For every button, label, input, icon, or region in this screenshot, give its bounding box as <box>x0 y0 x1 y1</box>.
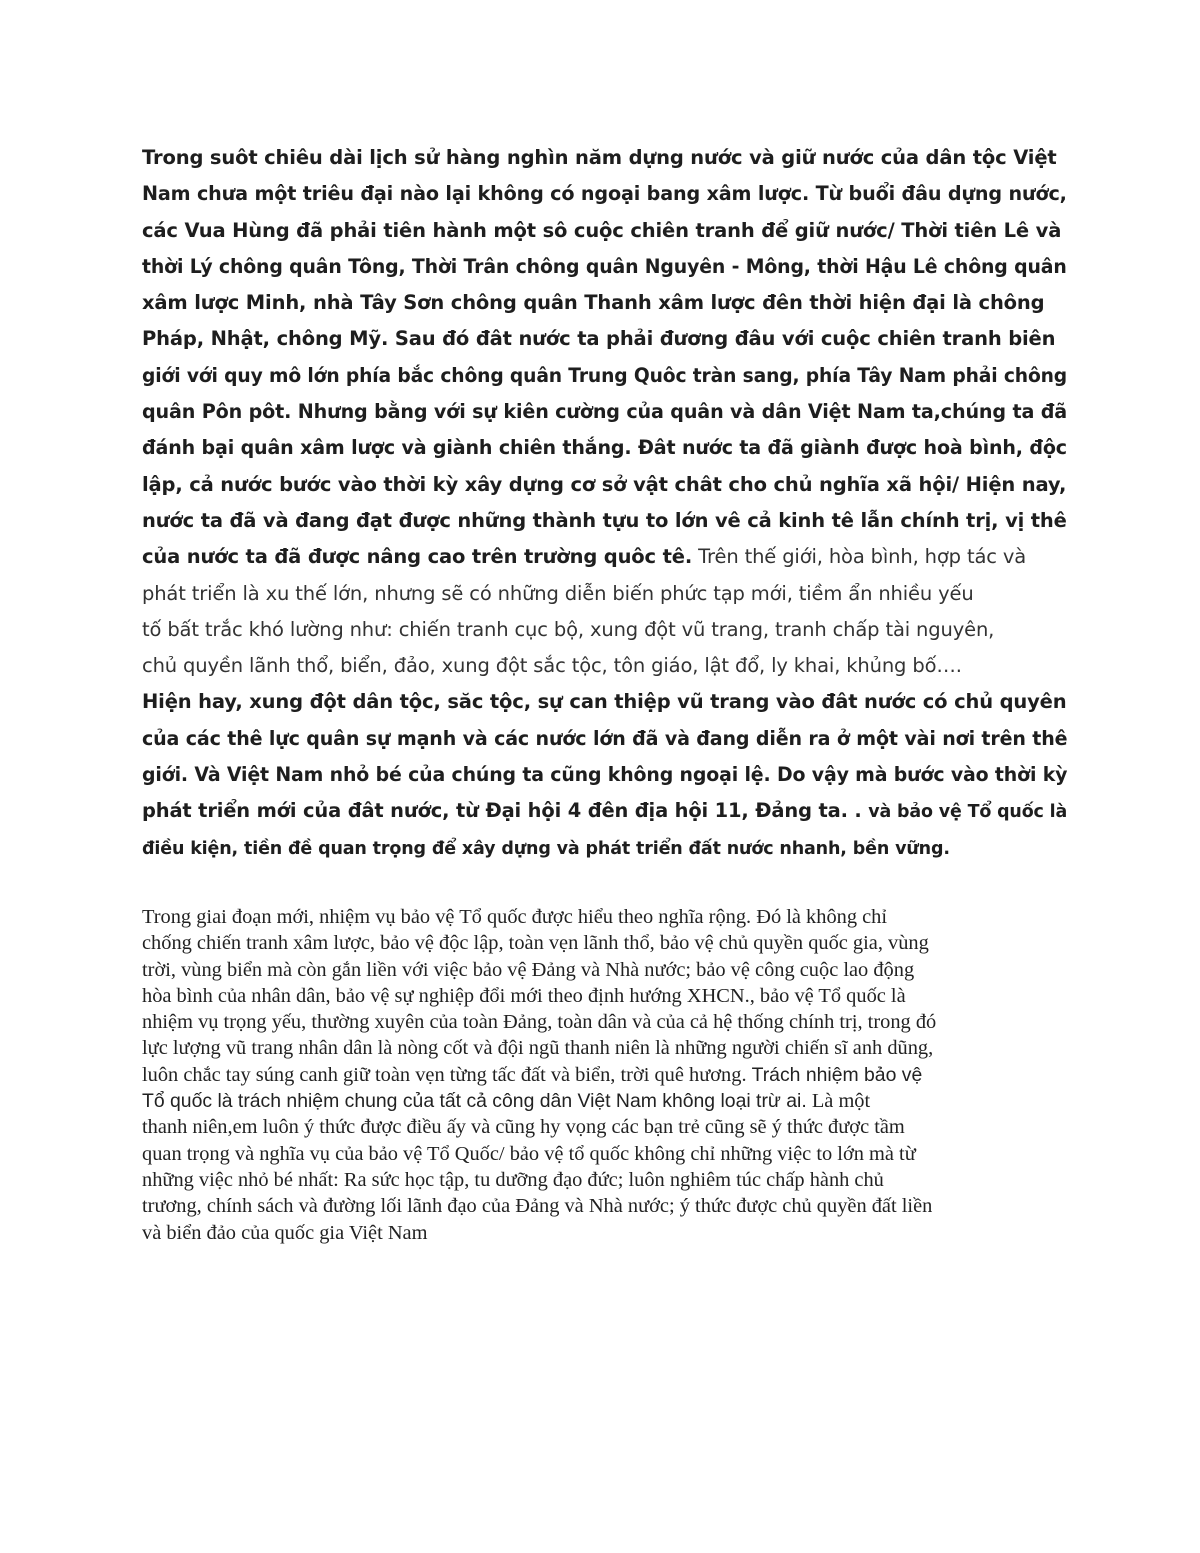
text-fragment: của nước ta đã được nâng cao trên trường quôc tê. <box>142 545 693 569</box>
text-fragment: Trách nhiệm bảo vệ <box>746 1063 923 1086</box>
text-line: trương, chính sách và đường lối lãnh đạo của Đảng và Nhà nước; ý thức được chủ quyền đất liền <box>142 1195 933 1218</box>
text-line: trời, vùng biển mà còn gắn liền với việc bảo vệ Đảng và Nhà nước; bảo vệ công cuộc lao động <box>142 958 915 981</box>
text-line: xâm lược Minh, nhà Tây Sơn chông quân Thanh xâm lược đên thời hiện đại là chông <box>142 291 1045 315</box>
text-line: lập, cả nước bước vào thời kỳ xây dựng cơ sở vật chât cho chủ nghĩa xã hội/ Hiện nay, <box>142 472 1067 496</box>
text-line: nước ta đã và đang đạt được những thành tựu to lớn vê cả kinh tê lẫn chính trị, vị thê <box>142 508 1067 532</box>
text-line: Trong suôt chiêu dài lịch sử hàng nghìn năm dựng nước và giữ nước của dân tộc Việt <box>142 146 1057 169</box>
text-line: và biển đảo của quốc gia Việt Nam <box>142 1221 428 1244</box>
text-line: các Vua Hùng đã phải tiên hành một sô cuộc chiên tranh để giữ nước/ Thời tiên Lê và <box>142 218 1062 242</box>
text-line: quân Pôn pôt. Nhưng bằng với sự kiên cường của quân và dân Việt Nam ta,chúng ta đã <box>142 400 1068 424</box>
text-line: tố bất trắc khó lường như: chiến tranh cục bộ, xung đột vũ trang, tranh chấp tài nguyên, <box>142 617 995 641</box>
text-line-mixed <box>142 1062 1067 1088</box>
text-line: những việc nhỏ bé nhất: Ra sức học tập, tu dưỡng đạo đức; luôn nghiêm túc chấp hành chủ <box>142 1168 884 1191</box>
paragraph-1 <box>142 140 1067 867</box>
text-line-mixed <box>142 539 1067 575</box>
text-line: Pháp, Nhật, chông Mỹ. Sau đó đât nước ta phải đương đâu với cuộc chiên tranh biên <box>142 327 1056 351</box>
text-line: Hiện hay, xung đột dân tộc, săc tộc, sự can thiệp vũ trang vào đât nước có chủ quyên <box>142 690 1067 714</box>
text-line: chống chiến tranh xâm lược, bảo vệ độc lập, toàn vẹn lãnh thổ, bảo vệ chủ quyền quốc gia, vùng <box>142 932 929 955</box>
text-line: đánh bại quân xâm lược và giành chiên thắng. Đât nước ta đã giành được hoà bình, độc <box>142 436 1067 460</box>
text-line: Nam chưa một triêu đại nào lại không có ngoại bang xâm lược. Từ buổi đâu dựng nước, <box>142 182 1067 206</box>
paragraph-2 <box>142 904 1067 1246</box>
text-line: điều kiện, tiền đề quan trọng để xây dựng và phát triển đất nước nhanh, bền vững. <box>142 838 950 859</box>
text-line: hòa bình của nhân dân, bảo vệ sự nghiệp đổi mới theo định hướng XHCN., bảo vệ Tổ quốc là <box>142 984 906 1007</box>
text-line-mixed <box>142 1088 1067 1114</box>
text-line: phát triển là xu thế lớn, nhưng sẽ có những diễn biến phức tạp mới, tiềm ẩn nhiều yếu <box>142 581 974 605</box>
text-line: thời Lý chông quân Tông, Thời Trân chông quân Nguyên - Mông, thời Hậu Lê chông quân <box>142 254 1067 278</box>
text-fragment: Là một <box>806 1090 871 1113</box>
text-fragment: Trên thế giới, hòa bình, hợp tác và <box>692 545 1027 569</box>
text-line: chủ quyền lãnh thổ, biển, đảo, xung đột sắc tộc, tôn giáo, lật đổ, ly khai, khủng bố…. <box>142 654 962 678</box>
text-line: lực lượng vũ trang nhân dân là nòng cốt và đội ngũ thanh niên là những người chiến sĩ anh dũng, <box>142 1037 934 1060</box>
text-fragment: Tổ quốc là trách nhiệm chung của tất cả công dân Việt Nam không loại trừ ai. <box>142 1090 807 1113</box>
text-line: thanh niên,em luôn ý thức được điều ấy và cũng hy vọng các bạn trẻ cũng sẽ ý thức được tầm <box>142 1116 905 1139</box>
text-line: quan trọng và nghĩa vụ của bảo vệ Tổ Quốc/ bảo vệ tổ quốc không chỉ những việc to lớn mà từ <box>142 1142 916 1165</box>
text-fragment: và bảo vệ Tổ quốc là <box>868 802 1068 823</box>
text-fragment: luôn chắc tay súng canh giữ toàn vẹn từng tấc đất và biển, trời quê hương. <box>142 1063 747 1086</box>
text-line: nhiệm vụ trọng yếu, thường xuyên của toàn Đảng, toàn dân và của cả hệ thống chính trị, trong đó <box>142 1011 937 1034</box>
text-line: giới. Và Việt Nam nhỏ bé của chúng ta cũng không ngoại lệ. Do vậy mà bước vào thời kỳ <box>142 763 1068 787</box>
text-line: giới với quy mô lớn phía bắc chông quân Trung Quôc tràn sang, phía Tây Nam phải chông <box>142 363 1068 387</box>
text-line: Trong giai đoạn mới, nhiệm vụ bảo vệ Tổ quốc được hiểu theo nghĩa rộng. Đó là không chỉ <box>142 906 888 928</box>
text-fragment: phát triển mới của đât nước, từ Đại hội 4 đên địa hội 11, Đảng ta. . <box>142 799 869 823</box>
text-line-mixed <box>142 793 1068 830</box>
text-line: của các thê lực quân sự mạnh và các nước lớn đã và đang diễn ra ở một vài nơi trên thê <box>142 726 1068 750</box>
